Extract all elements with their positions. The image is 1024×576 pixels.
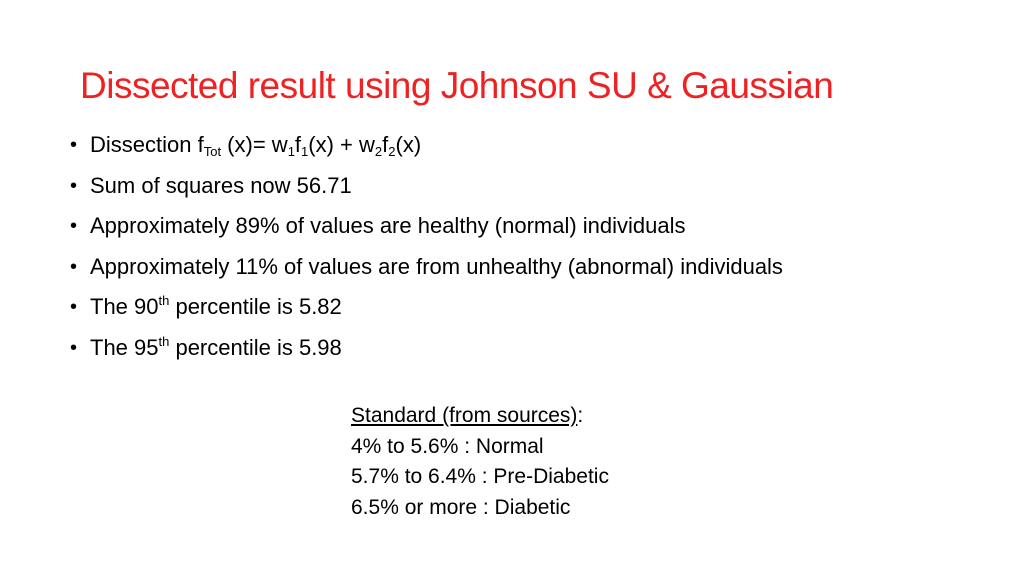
standard-prediabetic-range: 5.7% to 6.4% : Pre-Diabetic: [351, 465, 609, 488]
bullet-text: The 95th percentile is 5.98: [90, 333, 342, 360]
standard-heading: Standard (from sources): [351, 404, 578, 427]
standard-heading-line: Standard (from sources):: [351, 404, 584, 427]
slide-title: Dissected result using Johnson SU & Gaussian: [80, 65, 834, 106]
bullet-text: Sum of squares now 56.71: [90, 172, 352, 198]
bullet-90th-percentile: [70, 288, 783, 329]
bullet-healthy-share: [70, 207, 783, 248]
bullet-dissection-formula: [70, 126, 783, 167]
bullet-95th-percentile: [70, 329, 783, 370]
bullet-icon: •: [70, 296, 78, 319]
standard-normal-range: 4% to 5.6% : Normal: [351, 434, 544, 458]
bullet-unhealthy-share: [70, 248, 783, 289]
bullet-icon: •: [70, 134, 78, 156]
bullet-sum-of-squares: [70, 167, 783, 208]
bullet-icon: •: [70, 215, 78, 238]
bullet-icon: •: [70, 255, 78, 278]
bullet-icon: •: [70, 174, 78, 197]
standard-reference-block: [351, 401, 609, 523]
bullet-text: Approximately 11% of values are from unhealthy (abnormal) individuals: [90, 253, 783, 279]
bullet-list: [70, 126, 783, 370]
bullet-icon: •: [70, 336, 78, 359]
formula-text: Dissection $f_{Tot}$ $(x)= w_1f_1(x) + w_2f_2(x)$: [90, 132, 422, 159]
bullet-text: The 90th percentile is 5.82: [90, 293, 342, 320]
bullet-text: Approximately 89% of values are healthy (normal) individuals: [90, 213, 686, 239]
standard-diabetic-range: 6.5% or more : Diabetic: [351, 495, 571, 519]
